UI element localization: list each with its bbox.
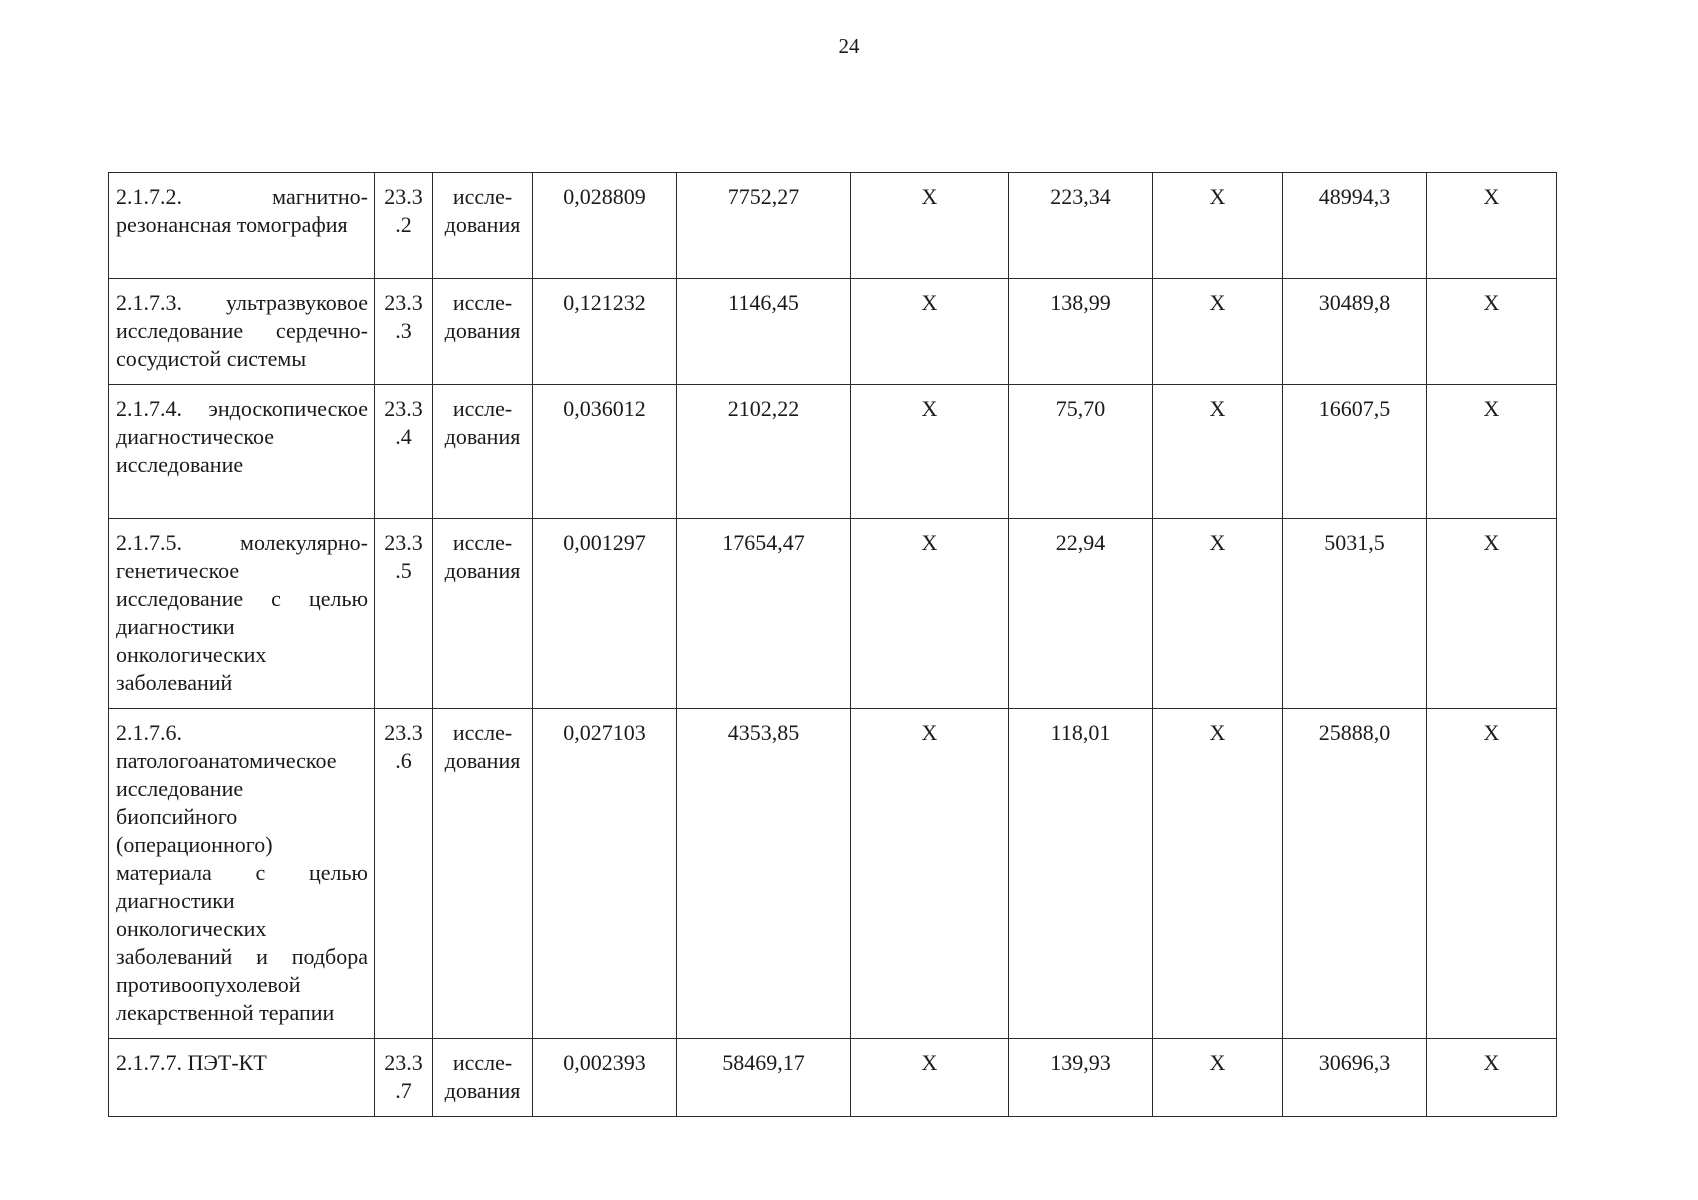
cost-cell: 4353,85 — [677, 709, 851, 1039]
service-name-cell: 2.1.7.2. магнитно-резонансная томография — [109, 173, 375, 279]
row-code-line2: .5 — [395, 558, 412, 583]
unit-cell — [433, 519, 533, 709]
per-capita-cell: 22,94 — [1009, 519, 1153, 709]
unit-line2: дования — [444, 748, 521, 773]
unit-line2: дования — [444, 318, 521, 343]
norm-cell: 0,002393 — [533, 1039, 677, 1117]
per-capita-cell: 138,99 — [1009, 279, 1153, 385]
x-cell: X — [851, 279, 1009, 385]
service-name-cell: 2.1.7.6. патологоанатомическое исследование биопсийного (операционного) материала с целью диагностики онкологических заболеваний и подбора противоопухолевой лекарственной терапии — [109, 709, 375, 1039]
x-cell: X — [1153, 709, 1283, 1039]
row-code-line2: .2 — [395, 212, 412, 237]
norm-cell: 0,036012 — [533, 385, 677, 519]
cost-cell: 2102,22 — [677, 385, 851, 519]
x-cell: X — [851, 519, 1009, 709]
unit-cell — [433, 385, 533, 519]
x-cell: X — [851, 385, 1009, 519]
table-row — [109, 519, 1557, 709]
services-table — [108, 172, 1557, 1117]
x-cell: X — [1153, 1039, 1283, 1117]
unit-line2: дования — [444, 558, 521, 583]
row-code-line2: .4 — [395, 424, 412, 449]
norm-cell: 0,121232 — [533, 279, 677, 385]
row-code-line1: 23.3 — [384, 1050, 423, 1075]
per-capita-cell: 118,01 — [1009, 709, 1153, 1039]
table-row — [109, 385, 1557, 519]
unit-line1: иссле- — [452, 184, 513, 209]
row-code-line1: 23.3 — [384, 530, 423, 555]
table-row — [109, 709, 1557, 1039]
unit-line2: дования — [444, 424, 521, 449]
x-cell: X — [851, 1039, 1009, 1117]
x-cell: X — [1427, 1039, 1557, 1117]
x-cell: X — [1427, 279, 1557, 385]
x-cell: X — [851, 173, 1009, 279]
x-cell: X — [1427, 173, 1557, 279]
unit-cell — [433, 709, 533, 1039]
unit-line1: иссле- — [452, 1050, 513, 1075]
x-cell: X — [1427, 385, 1557, 519]
x-cell: X — [1153, 173, 1283, 279]
row-code-line1: 23.3 — [384, 290, 423, 315]
total-cell: 25888,0 — [1283, 709, 1427, 1039]
x-cell: X — [1427, 519, 1557, 709]
x-cell: X — [1153, 385, 1283, 519]
unit-cell — [433, 173, 533, 279]
per-capita-cell: 139,93 — [1009, 1039, 1153, 1117]
unit-line1: иссле- — [452, 290, 513, 315]
norm-cell: 0,001297 — [533, 519, 677, 709]
x-cell: X — [1427, 709, 1557, 1039]
total-cell: 48994,3 — [1283, 173, 1427, 279]
unit-line2: дования — [444, 212, 521, 237]
norm-cell: 0,027103 — [533, 709, 677, 1039]
total-cell: 30696,3 — [1283, 1039, 1427, 1117]
row-code-line1: 23.3 — [384, 184, 423, 209]
row-code-line1: 23.3 — [384, 396, 423, 421]
unit-cell — [433, 279, 533, 385]
total-cell: 30489,8 — [1283, 279, 1427, 385]
table-row — [109, 279, 1557, 385]
page-number: 24 — [838, 34, 860, 58]
cost-cell: 58469,17 — [677, 1039, 851, 1117]
unit-line2: дования — [444, 1078, 521, 1103]
unit-line1: иссле- — [452, 396, 513, 421]
row-code-line1: 23.3 — [384, 720, 423, 745]
per-capita-cell: 75,70 — [1009, 385, 1153, 519]
row-code-cell — [375, 1039, 433, 1117]
x-cell: X — [1153, 519, 1283, 709]
per-capita-cell: 223,34 — [1009, 173, 1153, 279]
x-cell: X — [1153, 279, 1283, 385]
row-code-cell — [375, 173, 433, 279]
unit-line1: иссле- — [452, 720, 513, 745]
cost-cell: 17654,47 — [677, 519, 851, 709]
row-code-line2: .6 — [395, 748, 412, 773]
unit-line1: иссле- — [452, 530, 513, 555]
norm-cell: 0,028809 — [533, 173, 677, 279]
total-cell: 5031,5 — [1283, 519, 1427, 709]
row-code-line2: .3 — [395, 318, 412, 343]
cost-cell: 7752,27 — [677, 173, 851, 279]
row-code-cell — [375, 709, 433, 1039]
service-name-cell: 2.1.7.7. ПЭТ-КТ — [109, 1039, 375, 1117]
total-cell: 16607,5 — [1283, 385, 1427, 519]
row-code-cell — [375, 385, 433, 519]
row-code-cell — [375, 519, 433, 709]
x-cell: X — [851, 709, 1009, 1039]
service-name-cell: 2.1.7.5. молекулярно-генетическое исследование с целью диагностики онкологических заболеваний — [109, 519, 375, 709]
service-name-cell: 2.1.7.4. эндоскопическое диагностическое исследование — [109, 385, 375, 519]
table-row — [109, 1039, 1557, 1117]
cost-cell: 1146,45 — [677, 279, 851, 385]
table-row — [109, 173, 1557, 279]
unit-cell — [433, 1039, 533, 1117]
service-name-cell: 2.1.7.3. ультразвуковое исследование сердечно-сосудистой системы — [109, 279, 375, 385]
row-code-cell — [375, 279, 433, 385]
row-code-line2: .7 — [395, 1078, 412, 1103]
